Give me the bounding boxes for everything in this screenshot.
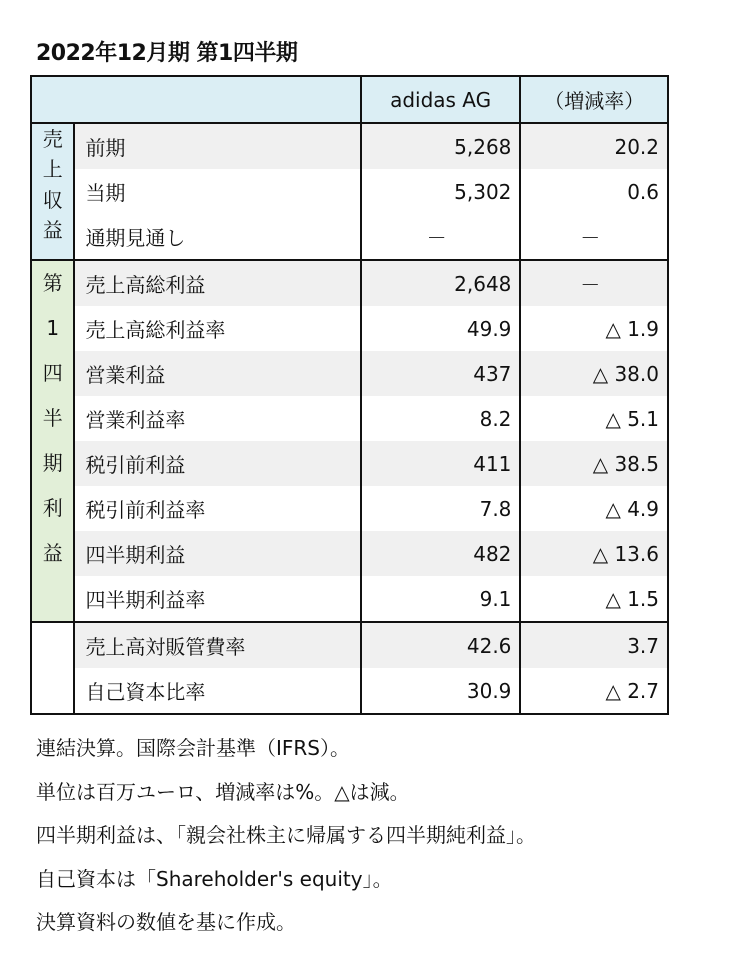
note-line: 単位は百万ユーロ、増減率は%。△は減。 bbox=[36, 779, 410, 804]
table-row bbox=[31, 351, 668, 396]
sales-section-label bbox=[31, 123, 74, 260]
row-value: 42.6 bbox=[361, 622, 521, 668]
row-label: 四半期利益 bbox=[74, 531, 360, 576]
section-char: 四 bbox=[42, 361, 63, 385]
row-change: 20.2 bbox=[520, 123, 668, 169]
row-label: 前期 bbox=[74, 123, 360, 169]
table-row bbox=[31, 396, 668, 441]
row-change: 3.7 bbox=[520, 622, 668, 668]
row-change: △ 13.6 bbox=[520, 531, 668, 576]
page-title: 2022年12月期 第1四半期 bbox=[36, 41, 298, 66]
row-value: 49.9 bbox=[361, 306, 521, 351]
row-value: 5,268 bbox=[361, 123, 521, 169]
row-change: － bbox=[520, 214, 668, 260]
row-value: － bbox=[361, 214, 521, 260]
section-char: 期 bbox=[42, 451, 63, 475]
row-value: 5,302 bbox=[361, 169, 521, 214]
table-row bbox=[31, 622, 668, 668]
note-line: 決算資料の数値を基に作成。 bbox=[36, 910, 296, 935]
row-label: 四半期利益率 bbox=[74, 576, 360, 622]
other-section-blank bbox=[31, 622, 74, 714]
notes bbox=[36, 736, 536, 954]
header-blank-cell bbox=[31, 76, 361, 123]
row-label: 税引前利益率 bbox=[74, 486, 360, 531]
row-label: 自己資本比率 bbox=[74, 668, 360, 714]
row-change: △ 1.9 bbox=[520, 306, 668, 351]
row-label: 営業利益 bbox=[74, 351, 360, 396]
section-char: 1 bbox=[46, 316, 60, 340]
row-change: △ 38.5 bbox=[520, 441, 668, 486]
quarter-section-label bbox=[31, 260, 74, 622]
row-label: 通期見通し bbox=[74, 214, 360, 260]
section-char: 半 bbox=[42, 406, 63, 430]
row-label: 売上高総利益率 bbox=[74, 306, 360, 351]
section-char: 売 bbox=[42, 127, 63, 151]
row-change: 0.6 bbox=[520, 169, 668, 214]
row-value: 411 bbox=[361, 441, 521, 486]
table-row bbox=[31, 576, 668, 622]
table-header-row bbox=[31, 76, 668, 123]
section-char: 利 bbox=[42, 496, 63, 520]
row-label: 売上高総利益 bbox=[74, 260, 360, 306]
table-row bbox=[31, 214, 668, 260]
row-value: 30.9 bbox=[361, 668, 521, 714]
note-line: 四半期利益は、「親会社株主に帰属する四半期純利益」。 bbox=[36, 823, 536, 848]
table-row bbox=[31, 260, 668, 306]
row-value: 8.2 bbox=[361, 396, 521, 441]
row-label: 税引前利益 bbox=[74, 441, 360, 486]
row-change: － bbox=[520, 260, 668, 306]
table-row bbox=[31, 668, 668, 714]
financial-table bbox=[30, 75, 669, 715]
table-row bbox=[31, 306, 668, 351]
section-char: 第 bbox=[42, 271, 63, 295]
row-label: 売上高対販管費率 bbox=[74, 622, 360, 668]
table-row bbox=[31, 486, 668, 531]
header-change: （増減率） bbox=[520, 76, 668, 123]
section-char: 益 bbox=[42, 217, 63, 242]
header-company: adidas AG bbox=[361, 76, 521, 123]
row-label: 営業利益率 bbox=[74, 396, 360, 441]
section-char: 益 bbox=[42, 541, 63, 565]
row-value: 482 bbox=[361, 531, 521, 576]
row-value: 2,648 bbox=[361, 260, 521, 306]
row-value: 9.1 bbox=[361, 576, 521, 622]
row-label: 当期 bbox=[74, 169, 360, 214]
row-change: △ 2.7 bbox=[520, 668, 668, 714]
section-char: 上 bbox=[42, 157, 63, 182]
row-change: △ 4.9 bbox=[520, 486, 668, 531]
row-change: △ 1.5 bbox=[520, 576, 668, 622]
section-char: 収 bbox=[42, 187, 63, 212]
row-change: △ 5.1 bbox=[520, 396, 668, 441]
row-change: △ 38.0 bbox=[520, 351, 668, 396]
table-row bbox=[31, 531, 668, 576]
table-row bbox=[31, 441, 668, 486]
note-line: 連結決算。国際会計基準（IFRS）。 bbox=[36, 736, 350, 760]
row-value: 437 bbox=[361, 351, 521, 396]
note-line: 自己資本は「Shareholder's equity」。 bbox=[36, 866, 393, 891]
table-row bbox=[31, 169, 668, 214]
row-value: 7.8 bbox=[361, 486, 521, 531]
table-row bbox=[31, 123, 668, 169]
